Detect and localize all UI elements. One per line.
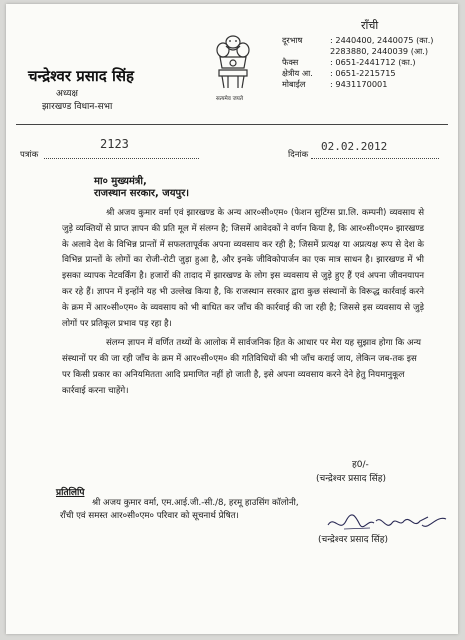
contact-label: दूरभाष xyxy=(282,35,303,45)
emblem-caption: सत्यमेव जयते xyxy=(216,96,244,102)
contact-row xyxy=(282,46,434,57)
contact-label: फैक्स xyxy=(282,57,299,67)
contact-row xyxy=(282,57,434,68)
date-value: 02.02.2012 xyxy=(321,140,388,153)
state-emblem-icon xyxy=(214,32,252,98)
signature-block xyxy=(316,458,386,486)
signature-name-2: (चन्द्रेश्वर प्रसाद सिंह) xyxy=(318,535,389,545)
letter-body xyxy=(62,206,424,404)
recipient-line-1: मा० मुख्यमंत्री, xyxy=(94,176,147,187)
contact-row xyxy=(282,68,434,79)
ref-dotted-line xyxy=(44,158,199,159)
signature-mark: ह0/- xyxy=(352,460,369,470)
contact-value: : 2440400, 2440075 (का.) xyxy=(330,35,434,45)
copy-label: प्रतिलिपि xyxy=(56,488,85,498)
sender-name: चन्द्रेश्वर प्रसाद सिंह xyxy=(28,67,134,85)
body-paragraph: संलग्न ज्ञापन में वर्णित तथ्यों के आलोक में सार्वजनिक हित के आधार पर मेरा यह सुझाव होगा कि अन्य संस्थानों पर की जा रही जाँच के क्रम में आर०सी०एम० की गतिविधियों की भी जाँच कराई जाय, लेकिन जब-तक इस पर किसी प्रकार का अनियमितता आदि प्रमाणित नहीं हो जाती है, इसे अपना व्यवसाय करने देने हेतु नियमानुकूल कार्रवाई करना चाहेंगे। xyxy=(62,338,422,396)
contact-value: : 9431170001 xyxy=(330,79,388,89)
recipient-line-2: राजस्थान सरकार, जयपुर। xyxy=(94,188,190,199)
sender-designation: अध्यक्ष xyxy=(56,89,78,99)
contact-block xyxy=(282,35,434,90)
date-label: दिनांक xyxy=(288,150,309,160)
copy-recipients xyxy=(60,497,299,523)
signature-name: (चन्द्रेश्वर प्रसाद सिंह) xyxy=(316,474,387,484)
contact-label: मोबाईल xyxy=(282,79,306,89)
contact-label: क्षेत्रीय आ. xyxy=(282,68,313,78)
date-dotted-line xyxy=(311,158,439,159)
header-divider xyxy=(16,124,448,125)
copy-line-2: राँची एवं समस्त आर०सी०एम० परिवार को सूचनार्थ प्रेषित। xyxy=(60,511,239,521)
contact-value: 2283880, 2440039 (आ.) xyxy=(330,46,429,56)
sender-assembly: झारखण्ड विधान-सभा xyxy=(42,102,113,112)
body-paragraph: श्री अजय कुमार वर्मा एवं झारखण्ड के अन्य आर०सी०एम० (फेशन सुटिंग्स प्रा.लि. कम्पनी) व्यवसाय से जुड़े व्यक्तियों से प्राप्त ज्ञापन की प्रति मूल में संलग्न है; जिसमें आवेदकों ने वर्णन किया है, कि आर०सी०एम० झारखण्ड के अलावे देश के विभिन्न प्रान्तों में सफलतापूर्वक अपना व्यवसाय कर रही है; जिसमें प्रत्यक्ष या अप्रत्यक्ष रूप से देश के विभिन्न प्रान्तों के लोगों का रोजी-रोटी जुड़ा हुआ है, और इनके जीविकोपार्जन का एक मात्र साधन है। झारखण्ड में भी इसका व्यापक नेटवर्किंग है। हजारों की तादाद में झारखण्ड के लोग इस व्यवसाय से जुड़े हुए हैं एवं अपना जीवनयापन कर रहे हैं। ज्ञापन में इन्होंने यह भी उल्लेख किया है, कि राजस्थान सरकार द्वारा कुछ संस्थानों के विरूद्ध कार्रवाई करने के क्रम में आर०सी०एम० के व्यवसाय को भी बाधित कर जाँच की कार्रवाई की जा रही है; जिससे इस व्यवसाय से जुड़े लोगों पर प्रतिकूल प्रभाव पड़ रहा है। xyxy=(62,208,424,329)
ref-label: पत्रांक xyxy=(20,150,39,160)
contact-value: : 0651-2441712 (का.) xyxy=(330,57,416,67)
contact-label xyxy=(282,46,330,57)
contact-row xyxy=(282,35,434,46)
ref-number: 2123 xyxy=(100,137,129,151)
letter-page xyxy=(6,4,458,634)
city: राँची xyxy=(361,19,379,32)
contact-value: : 0651-2215715 xyxy=(330,68,396,78)
contact-row xyxy=(282,79,434,90)
copy-line-1: श्री अजय कुमार वर्मा, एम.आई.जी.-सी./8, हरमू हाउसिंग कॉलोनी, xyxy=(92,498,299,508)
